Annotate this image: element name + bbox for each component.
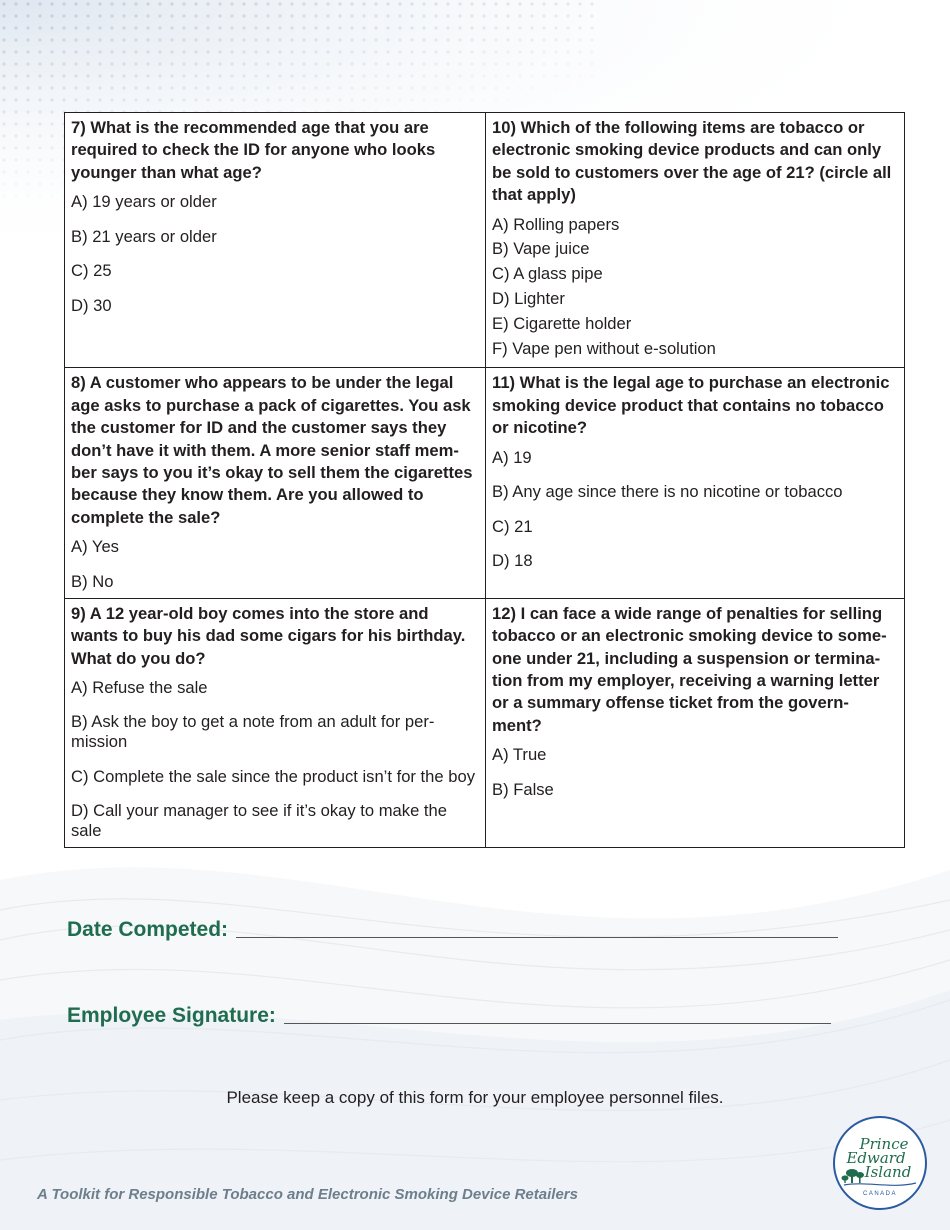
question-11-cell	[486, 368, 905, 598]
answer-option[interactable]: A) 19	[492, 447, 532, 467]
answer-option[interactable]: D) Lighter	[492, 289, 565, 309]
employee-signature-line[interactable]	[284, 1022, 831, 1024]
answer-option[interactable]: A) Rolling papers	[492, 214, 620, 234]
date-completed-line[interactable]	[236, 936, 838, 938]
question-10-cell	[486, 113, 905, 368]
employee-signature-field	[67, 1004, 831, 1028]
answer-option[interactable]: B) No	[71, 571, 114, 591]
answer-option[interactable]: B) Vape juice	[492, 239, 590, 259]
question-9-cell	[65, 598, 486, 848]
date-completed-field	[67, 918, 838, 942]
answer-option[interactable]: B) False	[492, 779, 554, 799]
answer-option[interactable]: A) 19 years or older	[71, 192, 217, 212]
footer-title: A Toolkit for Responsible Tobacco and Electronic Smoking Device Retailers	[37, 1186, 578, 1203]
answer-option[interactable]: D) Call your manager to see if it’s okay to make the sale	[71, 801, 447, 841]
answer-option[interactable]: B) 21 years or older	[71, 226, 217, 246]
question-10-text: 10) Which of the following items are tobacco or electronic smoking device products and can only be sold to customers over the age of 21? (circle all that apply)	[492, 118, 892, 205]
logo-line-3: Island	[864, 1163, 912, 1181]
question-12-cell	[486, 598, 905, 848]
logo-country: CANADA	[862, 1191, 898, 1197]
answer-option[interactable]: F) Vape pen without e-solution	[492, 338, 716, 358]
question-7-text: 7) What is the recommended age that you are required to check the ID for anyone who looks younger than what age?	[71, 118, 436, 182]
logo-line-1: Prince	[859, 1135, 909, 1153]
answer-option[interactable]: C) 21	[492, 516, 533, 536]
answer-option[interactable]: C) Complete the sale since the product isn’t for the boy	[71, 766, 475, 786]
date-completed-label: Date Competed:	[67, 918, 229, 941]
answer-option[interactable]: B) Ask the boy to get a note from an adult for per-mission	[71, 712, 435, 752]
question-8-text: 8) A customer who appears to be under the legal age asks to purchase a pack of cigarettes. You ask the customer for ID and the customer says they don’t have it with them. A more senior staff mem-ber says to you it’s okay to sell them the cigarettes because they know them. Are you allowed to complete the sale?	[71, 373, 473, 527]
answer-option[interactable]: E) Cigarette holder	[492, 313, 632, 333]
pei-logo	[832, 1115, 928, 1211]
employee-signature-label: Employee Signature:	[67, 1004, 276, 1027]
question-7-cell	[65, 113, 486, 368]
answer-option[interactable]: B) Any age since there is no nicotine or tobacco	[492, 482, 843, 502]
question-11-text: 11) What is the legal age to purchase an electronic smoking device product that contains no tobacco or nicotine?	[492, 373, 890, 438]
answer-option[interactable]: D) 18	[492, 551, 533, 571]
answer-option[interactable]: A) Refuse the sale	[71, 677, 208, 697]
quiz-table	[64, 112, 905, 848]
answer-option[interactable]: A) Yes	[71, 537, 119, 557]
question-8-cell	[65, 368, 486, 598]
personnel-file-note: Please keep a copy of this form for your employee personnel files.	[226, 1088, 724, 1107]
answer-option[interactable]: D) 30	[71, 295, 112, 315]
answer-option[interactable]: C) 25	[71, 261, 112, 281]
question-12-text: 12) I can face a wide range of penalties for selling tobacco or an electronic smoking device to some-one under 21, including a suspension or termina-tion from my employer, receiving a warning letter or a summary offense ticket from the govern-ment?	[492, 603, 887, 735]
answer-option[interactable]: A) True	[492, 745, 547, 765]
answer-option[interactable]: C) A glass pipe	[492, 264, 603, 284]
logo-line-2: Edward	[846, 1149, 906, 1167]
question-9-text: 9) A 12 year-old boy comes into the store and wants to buy his dad some cigars for his birthday. What do you do?	[71, 603, 466, 668]
